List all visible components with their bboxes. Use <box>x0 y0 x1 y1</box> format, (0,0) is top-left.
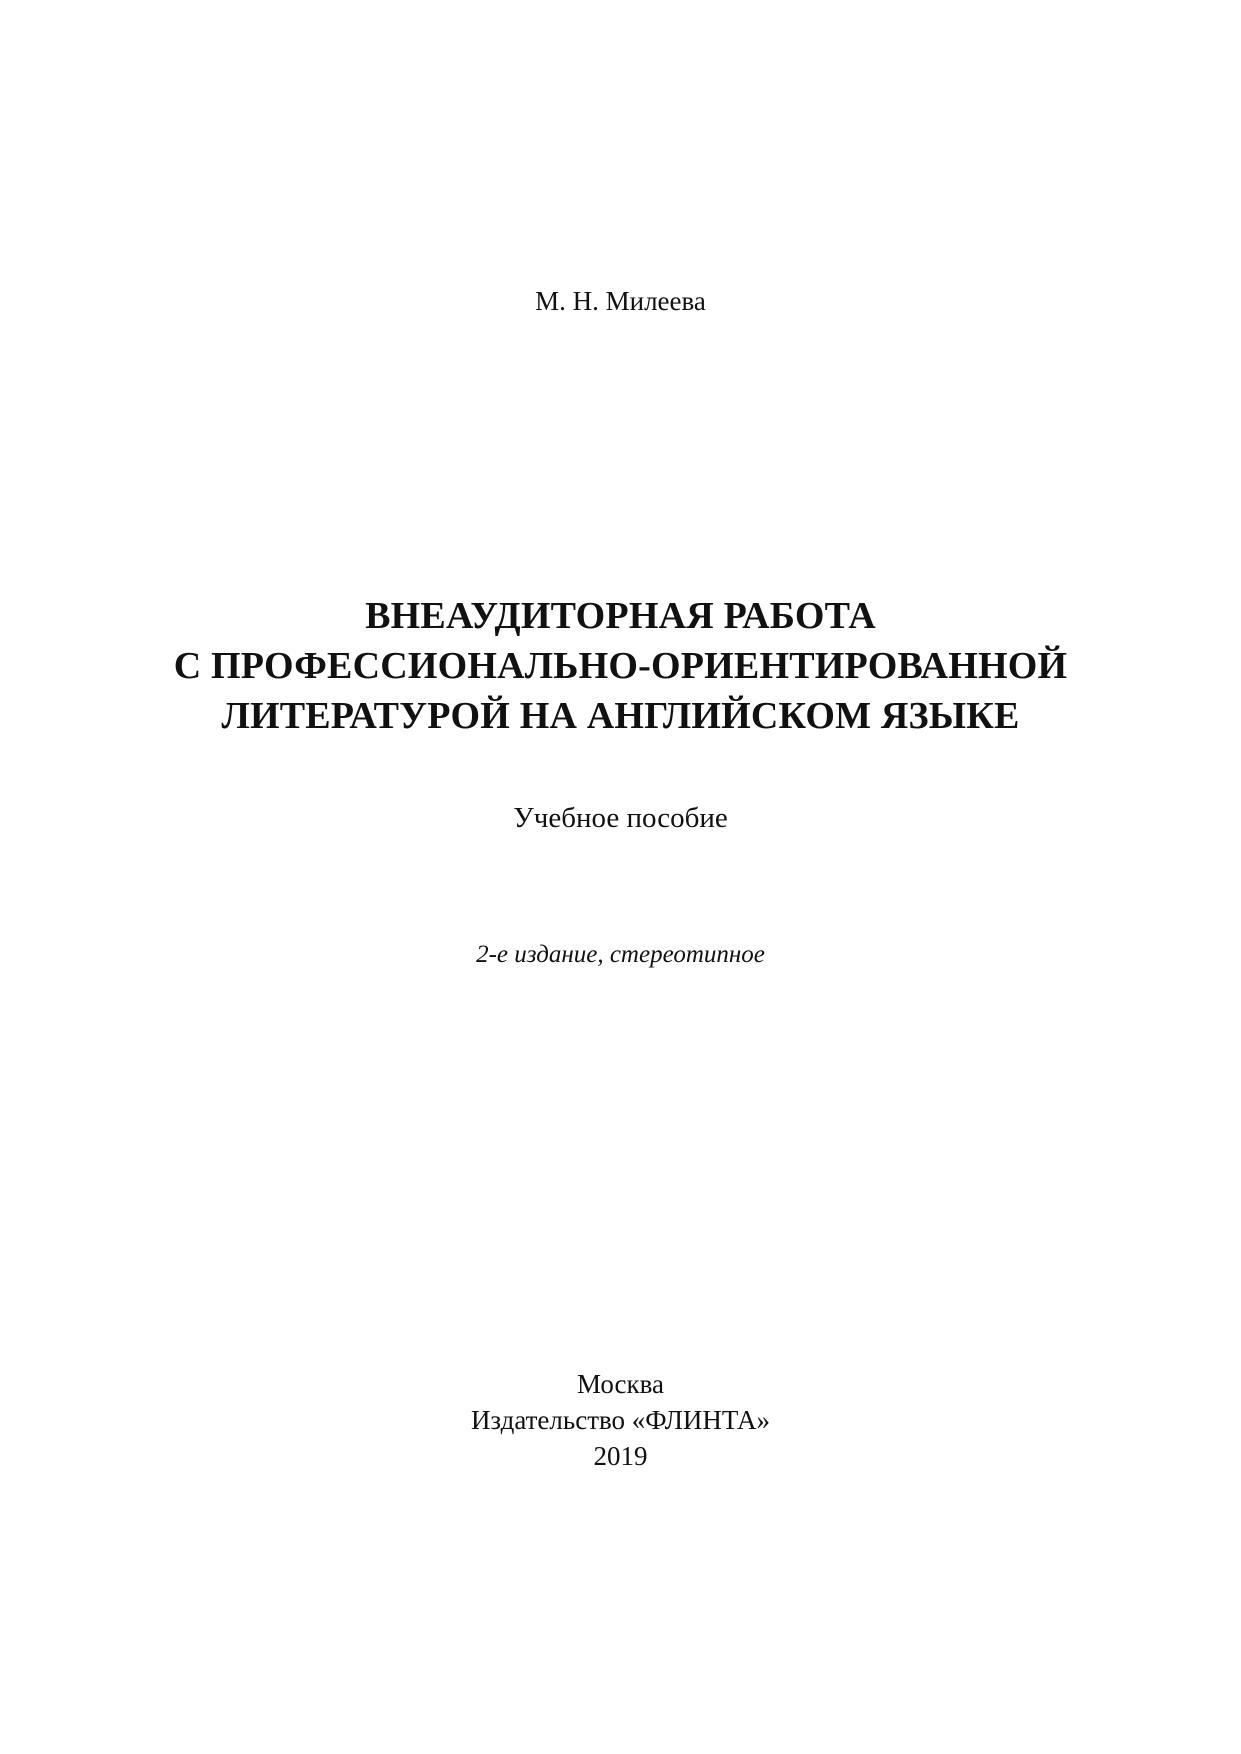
imprint-city: Москва <box>577 1369 664 1399</box>
book-title-line-3: ЛИТЕРАТУРОЙ НА АНГЛИЙСКОМ ЯЗЫКЕ <box>221 695 1020 737</box>
book-title <box>0 591 1241 741</box>
imprint <box>0 1366 1241 1474</box>
book-title-line-1: ВНЕАУДИТОРНАЯ РАБОТА <box>365 595 876 637</box>
imprint-publisher: Издательство «ФЛИНТА» <box>470 1405 771 1435</box>
author-name: М. Н. Милеева <box>535 286 706 316</box>
imprint-year: 2019 <box>593 1441 648 1471</box>
book-subtitle: Учебное пособие <box>513 802 728 834</box>
edition-note: 2-е издание, стереотипное <box>476 941 765 968</box>
book-title-line-2: С ПРОФЕССИОНАЛЬНО-ОРИЕНТИРОВАННОЙ <box>173 645 1068 687</box>
